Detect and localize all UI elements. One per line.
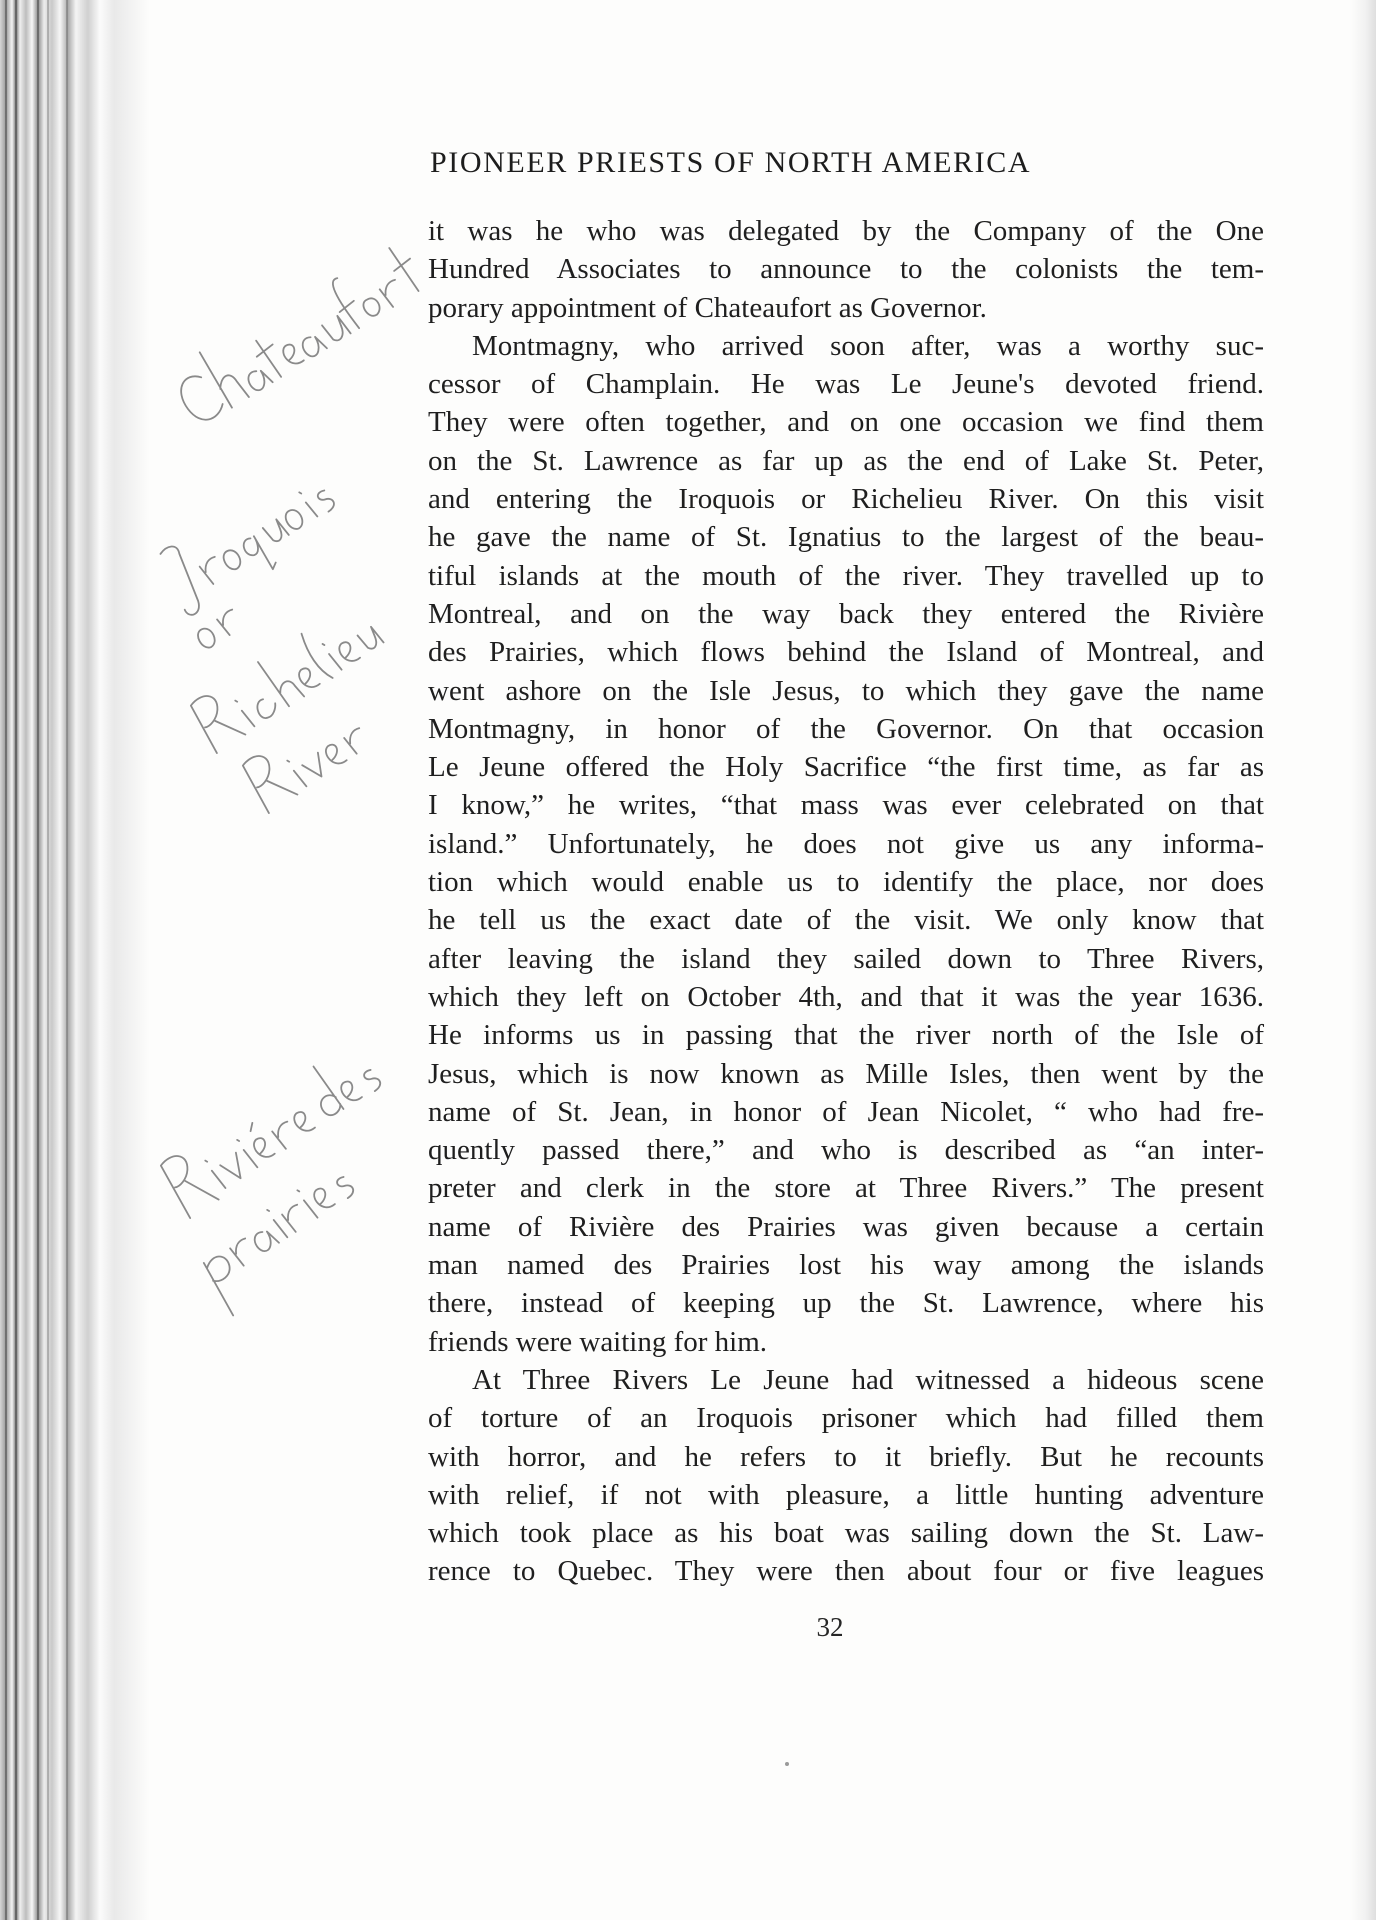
text-line: he gave the name of St. Ignatius to the largest of the beau- (428, 521, 1264, 554)
text-line: Montmagny, who arrived soon after, was a worthy suc- (472, 329, 1264, 362)
text-line: which took place as his boat was sailing down the St. Law- (428, 1517, 1264, 1550)
text-line: Montreal, and on the way back they entered the Rivière (428, 597, 1264, 630)
text-line: on the St. Lawrence as far up as the end of Lake St. Peter, (428, 444, 1264, 477)
text-line: quently passed there,” and who is described as “an inter- (428, 1134, 1264, 1167)
margin-note-iroquois (151, 458, 346, 621)
text-line: it was he who was delegated by the Company of the One (428, 215, 1264, 247)
text-line: He informs us in passing that the river north of the Isle of (428, 1019, 1264, 1052)
text-line: man named des Prairies lost his way among the islands (428, 1249, 1264, 1282)
handwritten-margin-notes (150, 170, 430, 1360)
text-line: At Three Rivers Le Jeune had witnessed a hideous scene (472, 1363, 1264, 1396)
ink-speck (785, 1762, 789, 1766)
text-line: island.” Unfortunately, he does not give us any informa- (428, 827, 1264, 860)
text-line: tiful islands at the mouth of the river. They travelled up to (428, 559, 1264, 592)
page-number: 32 (816, 1612, 844, 1642)
text-line: Le Jeune offered the Holy Sacrifice “the first time, as far as (428, 751, 1264, 784)
text-line: Montmagny, in honor of the Governor. On that occasion (428, 712, 1264, 745)
margin-note-river (239, 700, 372, 813)
running-head: PIONEER PRIESTS OF NORTH AMERICA (430, 146, 1032, 179)
text-line: went ashore on the Isle Jesus, to which they gave the name (428, 674, 1264, 707)
text-line: rence to Quebec. They were then about four or five leagues (428, 1555, 1264, 1588)
text-line: of torture of an Iroquois prisoner which had filled them (428, 1402, 1264, 1435)
text-line: name of Rivière des Prairies was given because a certain (428, 1210, 1264, 1243)
text-line: name of St. Jean, in honor of Jean Nicolet, “ who had fre- (428, 1095, 1264, 1128)
text-line: after leaving the island they sailed down to Three Rivers, (428, 942, 1264, 975)
text-line: with horror, and he refers to it briefly. But he recounts (428, 1440, 1264, 1473)
text-line: he tell us the exact date of the visit. We only know that (428, 904, 1264, 937)
text-line: tion which would enable us to identify the place, nor does (428, 866, 1264, 899)
text-line: cessor of Champlain. He was Le Jeune's devoted friend. (428, 368, 1264, 401)
body-text (428, 212, 1264, 1591)
text-line: with relief, if not with pleasure, a little hunting adventure (428, 1478, 1264, 1511)
text-line: there, instead of keeping up the St. Lawrence, where his (428, 1287, 1264, 1320)
text-line: Hundred Associates to announce to the colonists the tem- (428, 253, 1264, 286)
text-line: I know,” he writes, “that mass was ever celebrated on that (428, 789, 1264, 822)
margin-note-chateaufort (166, 231, 427, 427)
text-line: which they left on October 4th, and that it was the year 1636. (428, 980, 1264, 1013)
text-line: des Prairies, which flows behind the Island of Montreal, and (428, 636, 1264, 669)
text-line: and entering the Iroquois or Richelieu River. On this visit (428, 483, 1264, 516)
text-line: friends were waiting for him. (428, 1325, 768, 1358)
book-binding-edge (0, 0, 150, 1920)
text-line: Jesus, which is now known as Mille Isles, then went by the (428, 1057, 1264, 1090)
margin-note-or (194, 609, 243, 651)
margin-note-riviere-des (157, 1039, 387, 1218)
page-right-edge (1350, 0, 1376, 1920)
text-line: preter and clerk in the store at Three Rivers.” The present (428, 1172, 1264, 1205)
text-line: porary appointment of Chateaufort as Governor. (428, 291, 987, 324)
margin-note-prairies (195, 1164, 375, 1315)
text-line: They were often together, and on one occasion we find them (428, 406, 1264, 439)
